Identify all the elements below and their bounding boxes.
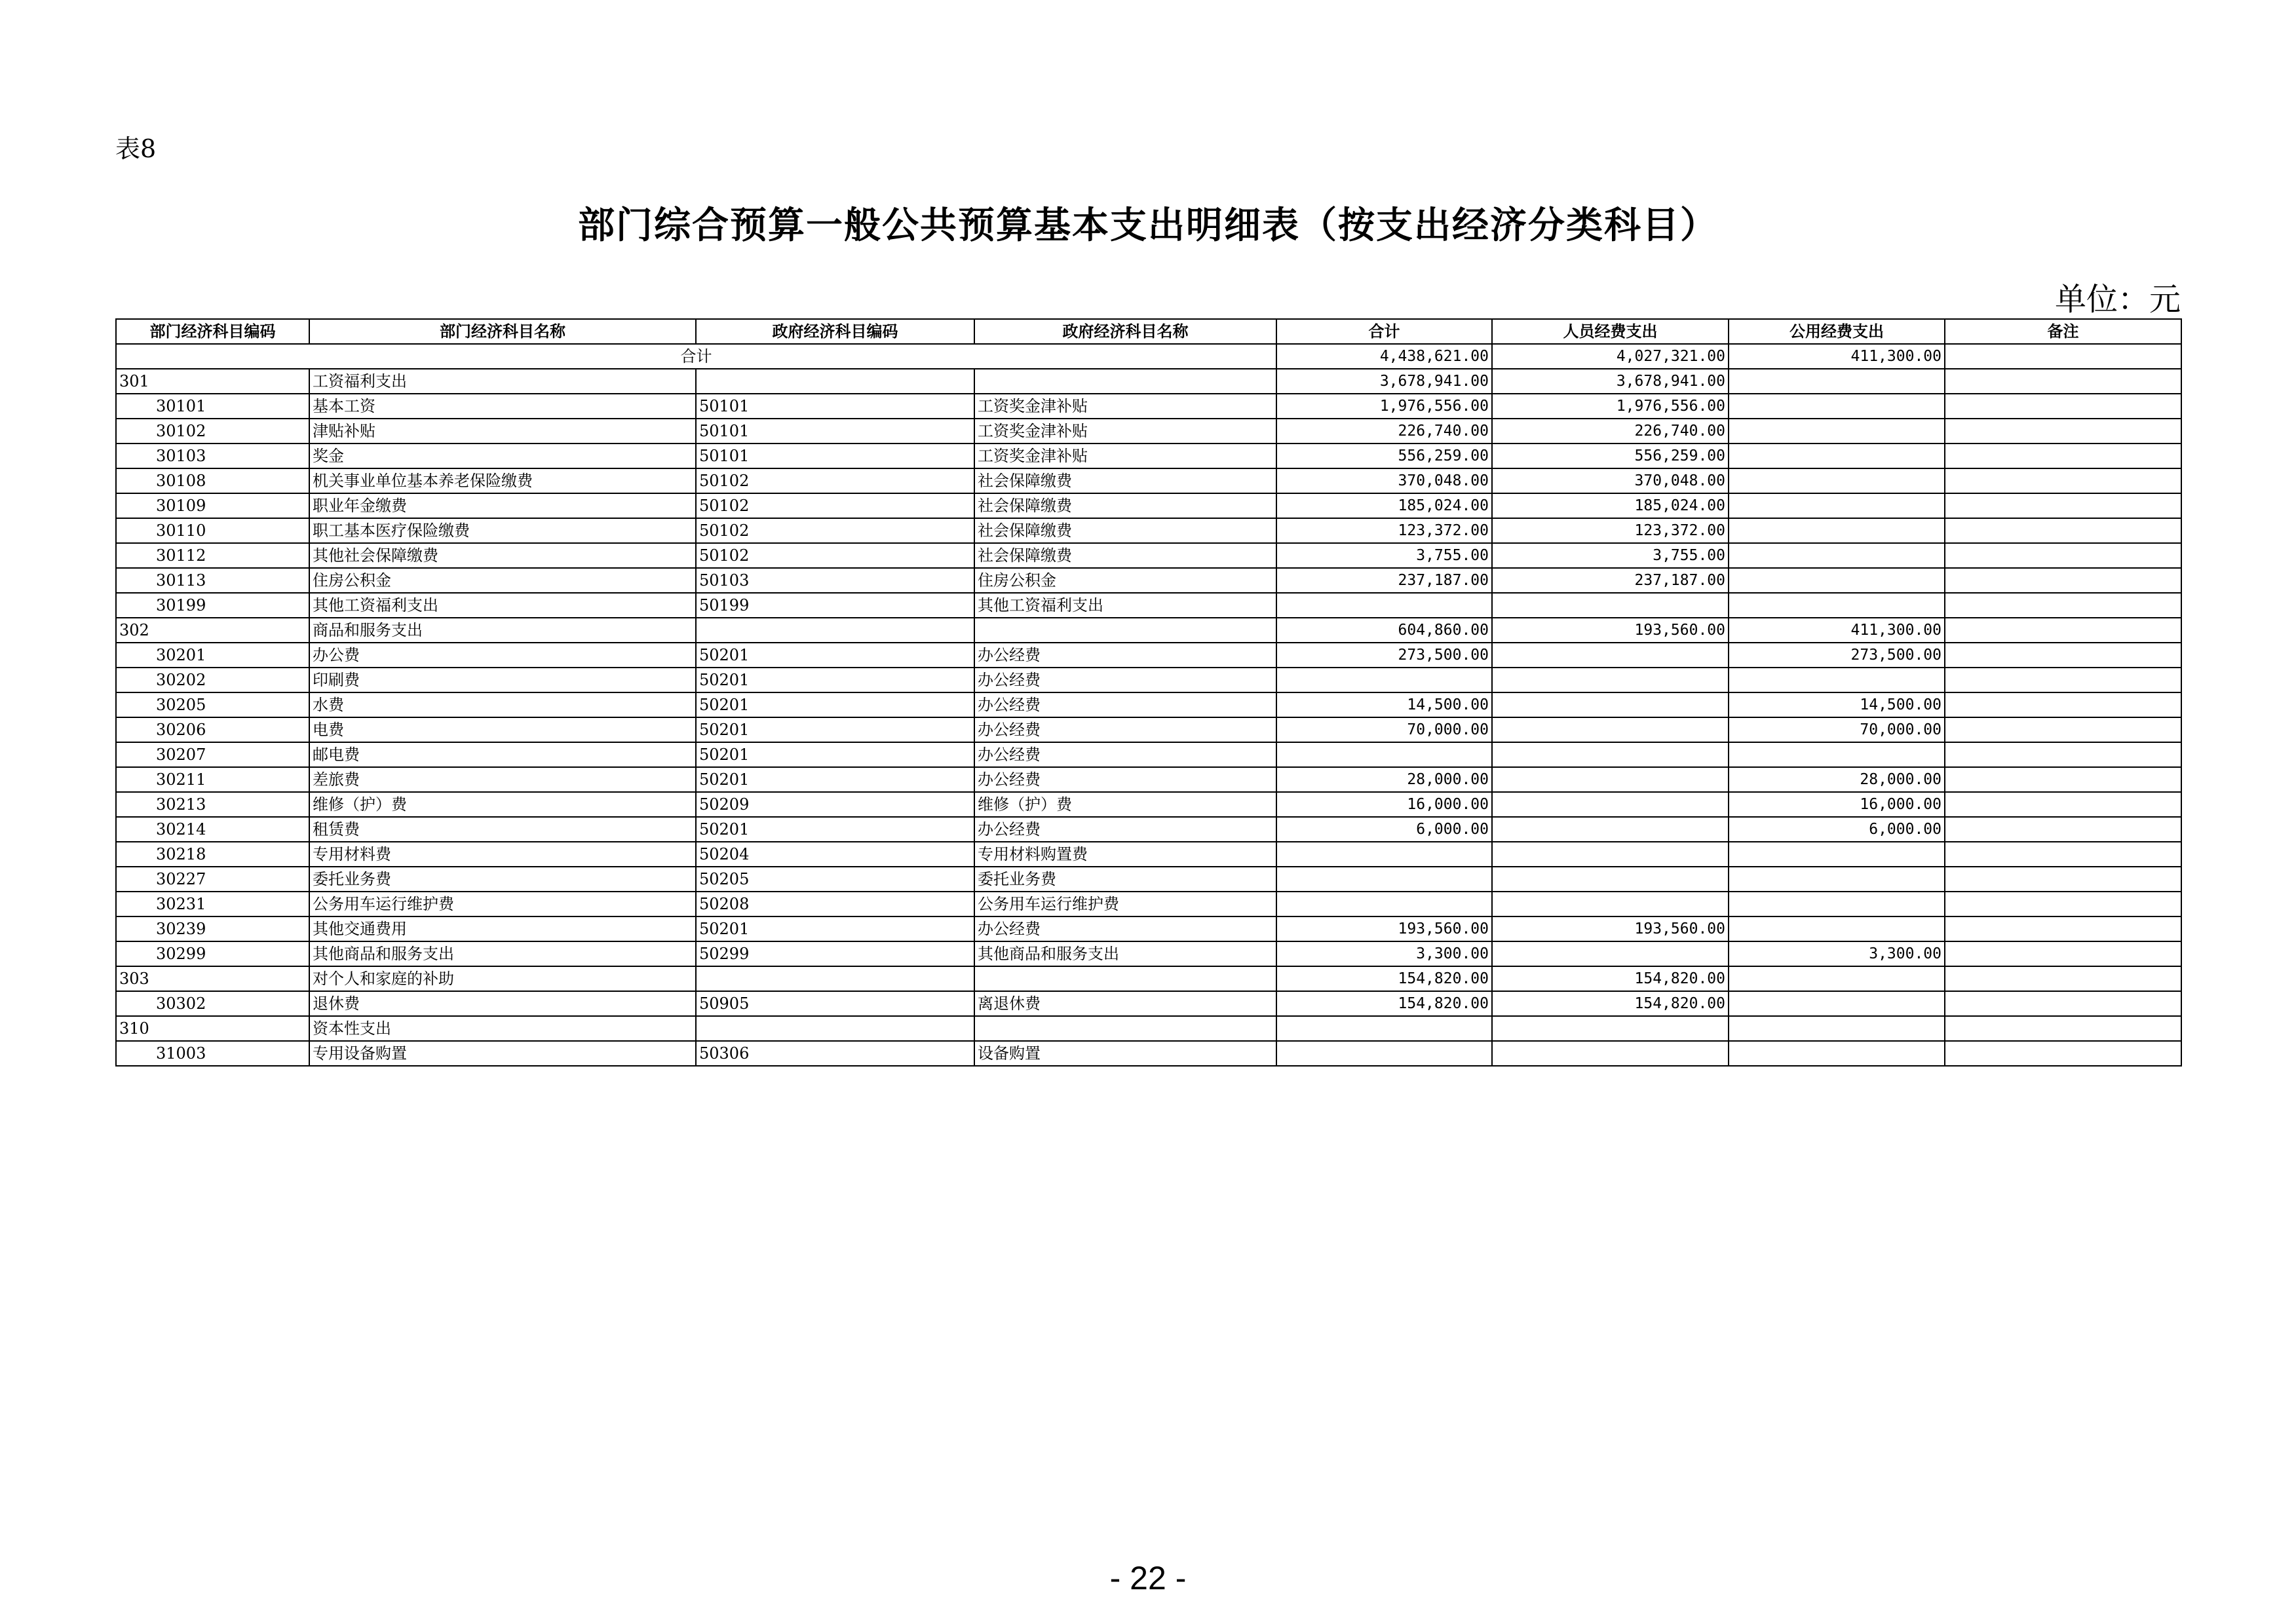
cell-total: 226,740.00 [1276, 419, 1492, 444]
cell-note [1945, 668, 2181, 692]
cell-dept-code: 30218 [116, 842, 309, 867]
cell-note [1945, 543, 2181, 568]
cell-public: 6,000.00 [1729, 817, 1945, 842]
cell-public: 28,000.00 [1729, 767, 1945, 792]
total-note [1945, 344, 2181, 369]
cell-gov-name: 办公经费 [974, 916, 1276, 941]
table-row [116, 916, 2181, 941]
table-row [116, 419, 2181, 444]
cell-gov-name: 其他工资福利支出 [974, 593, 1276, 618]
cell-total: 70,000.00 [1276, 717, 1492, 742]
cell-public [1729, 543, 1945, 568]
cell-personnel: 3,678,941.00 [1492, 369, 1729, 394]
cell-total: 28,000.00 [1276, 767, 1492, 792]
cell-gov-code: 50102 [696, 493, 974, 518]
cell-total: 237,187.00 [1276, 568, 1492, 593]
table-row [116, 792, 2181, 817]
cell-gov-code: 50101 [696, 444, 974, 468]
table-header [116, 319, 2181, 344]
header-note: 备注 [1945, 319, 2181, 344]
cell-gov-name: 办公经费 [974, 643, 1276, 668]
cell-dept-name: 其他交通费用 [309, 916, 696, 941]
cell-gov-code: 50102 [696, 543, 974, 568]
table-row [116, 1016, 2181, 1041]
header-dept-name: 部门经济科目名称 [309, 319, 696, 344]
header-total: 合计 [1276, 319, 1492, 344]
cell-total: 6,000.00 [1276, 817, 1492, 842]
cell-total: 556,259.00 [1276, 444, 1492, 468]
cell-dept-name: 资本性支出 [309, 1016, 696, 1041]
unit-label: 单位：元 [2054, 281, 2181, 318]
cell-public [1729, 742, 1945, 767]
cell-personnel [1492, 668, 1729, 692]
table-row [116, 493, 2181, 518]
cell-note [1945, 593, 2181, 618]
cell-public [1729, 892, 1945, 916]
cell-dept-code: 30201 [116, 643, 309, 668]
cell-personnel [1492, 643, 1729, 668]
cell-total: 3,678,941.00 [1276, 369, 1492, 394]
cell-dept-code: 310 [116, 1016, 309, 1041]
cell-dept-code: 30302 [116, 991, 309, 1016]
cell-dept-name: 维修（护）费 [309, 792, 696, 817]
cell-personnel: 154,820.00 [1492, 966, 1729, 991]
cell-dept-name: 其他工资福利支出 [309, 593, 696, 618]
table-body [116, 344, 2181, 1066]
cell-total: 1,976,556.00 [1276, 394, 1492, 419]
cell-gov-code [696, 618, 974, 643]
cell-dept-name: 职业年金缴费 [309, 493, 696, 518]
cell-public [1729, 394, 1945, 419]
cell-dept-code: 30227 [116, 867, 309, 892]
cell-dept-name: 职工基本医疗保险缴费 [309, 518, 696, 543]
cell-total [1276, 742, 1492, 767]
page-title: 部门综合预算一般公共预算基本支出明细表（按支出经济分类科目） [578, 204, 1718, 247]
cell-public [1729, 1016, 1945, 1041]
cell-total: 16,000.00 [1276, 792, 1492, 817]
cell-public: 14,500.00 [1729, 692, 1945, 717]
cell-note [1945, 991, 2181, 1016]
cell-dept-name: 公务用车运行维护费 [309, 892, 696, 916]
cell-gov-name: 专用材料购置费 [974, 842, 1276, 867]
cell-note [1945, 966, 2181, 991]
table-row [116, 717, 2181, 742]
cell-note [1945, 444, 2181, 468]
cell-personnel: 226,740.00 [1492, 419, 1729, 444]
cell-gov-code: 50201 [696, 692, 974, 717]
cell-dept-name: 其他商品和服务支出 [309, 941, 696, 966]
cell-note [1945, 916, 2181, 941]
cell-gov-code: 50905 [696, 991, 974, 1016]
cell-public: 70,000.00 [1729, 717, 1945, 742]
table-row [116, 842, 2181, 867]
cell-dept-code: 30206 [116, 717, 309, 742]
cell-personnel [1492, 692, 1729, 717]
cell-dept-code: 302 [116, 618, 309, 643]
cell-personnel: 154,820.00 [1492, 991, 1729, 1016]
cell-total [1276, 593, 1492, 618]
table-row [116, 1041, 2181, 1066]
table-row [116, 991, 2181, 1016]
cell-gov-code: 50201 [696, 817, 974, 842]
cell-personnel [1492, 842, 1729, 867]
cell-public [1729, 991, 1945, 1016]
cell-gov-code: 50201 [696, 717, 974, 742]
cell-note [1945, 717, 2181, 742]
cell-gov-code: 50306 [696, 1041, 974, 1066]
cell-gov-code: 50199 [696, 593, 974, 618]
cell-personnel [1492, 1041, 1729, 1066]
cell-note [1945, 892, 2181, 916]
cell-dept-code: 30101 [116, 394, 309, 419]
cell-total: 273,500.00 [1276, 643, 1492, 668]
cell-total [1276, 1041, 1492, 1066]
cell-gov-name: 公务用车运行维护费 [974, 892, 1276, 916]
table-row [116, 817, 2181, 842]
cell-public [1729, 518, 1945, 543]
cell-total: 123,372.00 [1276, 518, 1492, 543]
cell-total: 604,860.00 [1276, 618, 1492, 643]
table-number: 表8 [115, 134, 157, 163]
cell-gov-code: 50201 [696, 668, 974, 692]
cell-dept-code: 30112 [116, 543, 309, 568]
cell-note [1945, 817, 2181, 842]
cell-public [1729, 1041, 1945, 1066]
table-row [116, 692, 2181, 717]
cell-dept-code: 30239 [116, 916, 309, 941]
cell-note [1945, 568, 2181, 593]
cell-dept-name: 对个人和家庭的补助 [309, 966, 696, 991]
cell-public [1729, 867, 1945, 892]
cell-dept-code: 30207 [116, 742, 309, 767]
cell-dept-code: 30299 [116, 941, 309, 966]
cell-gov-code: 50102 [696, 518, 974, 543]
cell-total: 193,560.00 [1276, 916, 1492, 941]
total-row [116, 344, 2181, 369]
cell-public: 16,000.00 [1729, 792, 1945, 817]
header-dept-code: 部门经济科目编码 [116, 319, 309, 344]
cell-gov-code [696, 1016, 974, 1041]
table-row [116, 867, 2181, 892]
cell-dept-name: 住房公积金 [309, 568, 696, 593]
cell-gov-code: 50103 [696, 568, 974, 593]
cell-note [1945, 867, 2181, 892]
cell-personnel [1492, 717, 1729, 742]
cell-gov-code [696, 369, 974, 394]
cell-note [1945, 518, 2181, 543]
cell-total [1276, 842, 1492, 867]
cell-note [1945, 369, 2181, 394]
cell-personnel: 237,187.00 [1492, 568, 1729, 593]
cell-gov-name [974, 966, 1276, 991]
cell-gov-code: 50201 [696, 916, 974, 941]
cell-gov-name: 办公经费 [974, 668, 1276, 692]
cell-note [1945, 1016, 2181, 1041]
cell-total [1276, 1016, 1492, 1041]
cell-dept-name: 津贴补贴 [309, 419, 696, 444]
cell-gov-name: 社会保障缴费 [974, 468, 1276, 493]
cell-gov-name: 办公经费 [974, 742, 1276, 767]
cell-dept-code: 30214 [116, 817, 309, 842]
cell-dept-code: 30110 [116, 518, 309, 543]
cell-total: 3,755.00 [1276, 543, 1492, 568]
table-row [116, 892, 2181, 916]
table-row [116, 593, 2181, 618]
cell-total: 3,300.00 [1276, 941, 1492, 966]
cell-public [1729, 966, 1945, 991]
cell-gov-name: 其他商品和服务支出 [974, 941, 1276, 966]
cell-gov-name [974, 618, 1276, 643]
cell-gov-name [974, 369, 1276, 394]
cell-gov-code: 50209 [696, 792, 974, 817]
cell-personnel: 193,560.00 [1492, 618, 1729, 643]
table-row [116, 668, 2181, 692]
page-number: - 22 - [1109, 1560, 1187, 1596]
header-gov-code: 政府经济科目编码 [696, 319, 974, 344]
cell-public: 273,500.00 [1729, 643, 1945, 668]
cell-note [1945, 842, 2181, 867]
cell-dept-code: 301 [116, 369, 309, 394]
cell-dept-name: 电费 [309, 717, 696, 742]
cell-dept-name: 委托业务费 [309, 867, 696, 892]
cell-note [1945, 493, 2181, 518]
table-row [116, 394, 2181, 419]
cell-total: 370,048.00 [1276, 468, 1492, 493]
table-row [116, 618, 2181, 643]
cell-note [1945, 941, 2181, 966]
cell-gov-code: 50204 [696, 842, 974, 867]
cell-dept-name: 印刷费 [309, 668, 696, 692]
cell-dept-name: 专用材料费 [309, 842, 696, 867]
cell-dept-name: 基本工资 [309, 394, 696, 419]
total-label: 合计 [116, 344, 1276, 369]
cell-personnel [1492, 742, 1729, 767]
header-gov-name: 政府经济科目名称 [974, 319, 1276, 344]
cell-note [1945, 643, 2181, 668]
cell-personnel: 556,259.00 [1492, 444, 1729, 468]
cell-note [1945, 394, 2181, 419]
cell-dept-code: 30202 [116, 668, 309, 692]
cell-public [1729, 842, 1945, 867]
cell-personnel: 3,755.00 [1492, 543, 1729, 568]
total-public: 411,300.00 [1729, 344, 1945, 369]
cell-note [1945, 742, 2181, 767]
cell-dept-name: 差旅费 [309, 767, 696, 792]
cell-public [1729, 444, 1945, 468]
cell-gov-name: 办公经费 [974, 717, 1276, 742]
cell-gov-code: 50201 [696, 767, 974, 792]
cell-personnel: 1,976,556.00 [1492, 394, 1729, 419]
table-row [116, 444, 2181, 468]
cell-gov-name: 办公经费 [974, 767, 1276, 792]
cell-dept-code: 30109 [116, 493, 309, 518]
cell-dept-code: 30213 [116, 792, 309, 817]
cell-gov-code: 50205 [696, 867, 974, 892]
table-row [116, 518, 2181, 543]
cell-gov-name: 住房公积金 [974, 568, 1276, 593]
cell-gov-name: 维修（护）费 [974, 792, 1276, 817]
cell-total [1276, 892, 1492, 916]
cell-personnel: 193,560.00 [1492, 916, 1729, 941]
cell-public: 3,300.00 [1729, 941, 1945, 966]
cell-dept-code: 30199 [116, 593, 309, 618]
cell-public [1729, 593, 1945, 618]
cell-dept-name: 租赁费 [309, 817, 696, 842]
cell-dept-code: 30103 [116, 444, 309, 468]
cell-personnel [1492, 1016, 1729, 1041]
cell-gov-name: 工资奖金津补贴 [974, 444, 1276, 468]
cell-dept-code: 303 [116, 966, 309, 991]
cell-gov-code: 50102 [696, 468, 974, 493]
cell-personnel: 123,372.00 [1492, 518, 1729, 543]
cell-personnel: 370,048.00 [1492, 468, 1729, 493]
cell-note [1945, 468, 2181, 493]
table-row [116, 966, 2181, 991]
cell-public [1729, 468, 1945, 493]
cell-personnel [1492, 892, 1729, 916]
cell-note [1945, 1041, 2181, 1066]
cell-public [1729, 493, 1945, 518]
cell-dept-name: 退休费 [309, 991, 696, 1016]
cell-dept-code: 30211 [116, 767, 309, 792]
cell-total: 185,024.00 [1276, 493, 1492, 518]
cell-total: 154,820.00 [1276, 966, 1492, 991]
cell-note [1945, 618, 2181, 643]
cell-dept-name: 工资福利支出 [309, 369, 696, 394]
cell-dept-name: 商品和服务支出 [309, 618, 696, 643]
cell-gov-code: 50101 [696, 394, 974, 419]
table-row [116, 543, 2181, 568]
cell-public [1729, 369, 1945, 394]
cell-gov-name: 社会保障缴费 [974, 543, 1276, 568]
cell-personnel [1492, 867, 1729, 892]
cell-personnel [1492, 767, 1729, 792]
table-row [116, 941, 2181, 966]
cell-gov-name [974, 1016, 1276, 1041]
cell-public [1729, 568, 1945, 593]
table-row [116, 468, 2181, 493]
cell-gov-name: 离退休费 [974, 991, 1276, 1016]
cell-dept-name: 其他社会保障缴费 [309, 543, 696, 568]
cell-personnel: 185,024.00 [1492, 493, 1729, 518]
table-row [116, 742, 2181, 767]
cell-personnel [1492, 817, 1729, 842]
cell-dept-name: 机关事业单位基本养老保险缴费 [309, 468, 696, 493]
cell-dept-code: 30113 [116, 568, 309, 593]
cell-dept-name: 奖金 [309, 444, 696, 468]
cell-dept-code: 30231 [116, 892, 309, 916]
cell-dept-code: 30102 [116, 419, 309, 444]
budget-table [115, 318, 2182, 1067]
table-row [116, 568, 2181, 593]
cell-dept-name: 邮电费 [309, 742, 696, 767]
cell-gov-code: 50299 [696, 941, 974, 966]
cell-public [1729, 419, 1945, 444]
header-personnel: 人员经费支出 [1492, 319, 1729, 344]
cell-dept-name: 水费 [309, 692, 696, 717]
cell-gov-code [696, 966, 974, 991]
cell-gov-name: 办公经费 [974, 692, 1276, 717]
cell-note [1945, 767, 2181, 792]
cell-gov-name: 工资奖金津补贴 [974, 394, 1276, 419]
cell-gov-name: 委托业务费 [974, 867, 1276, 892]
cell-personnel [1492, 593, 1729, 618]
cell-dept-code: 31003 [116, 1041, 309, 1066]
cell-dept-name: 专用设备购置 [309, 1041, 696, 1066]
cell-note [1945, 792, 2181, 817]
total-personnel: 4,027,321.00 [1492, 344, 1729, 369]
cell-gov-code: 50208 [696, 892, 974, 916]
cell-personnel [1492, 941, 1729, 966]
cell-public [1729, 916, 1945, 941]
cell-total [1276, 867, 1492, 892]
cell-gov-code: 50201 [696, 742, 974, 767]
cell-gov-name: 设备购置 [974, 1041, 1276, 1066]
cell-dept-name: 办公费 [309, 643, 696, 668]
cell-gov-name: 社会保障缴费 [974, 493, 1276, 518]
total-amount: 4,438,621.00 [1276, 344, 1492, 369]
header-public: 公用经费支出 [1729, 319, 1945, 344]
cell-dept-code: 30205 [116, 692, 309, 717]
cell-total: 14,500.00 [1276, 692, 1492, 717]
cell-dept-code: 30108 [116, 468, 309, 493]
cell-gov-name: 社会保障缴费 [974, 518, 1276, 543]
cell-total [1276, 668, 1492, 692]
cell-public [1729, 668, 1945, 692]
cell-note [1945, 692, 2181, 717]
cell-gov-code: 50201 [696, 643, 974, 668]
cell-gov-name: 办公经费 [974, 817, 1276, 842]
cell-note [1945, 419, 2181, 444]
cell-gov-code: 50101 [696, 419, 974, 444]
table-row [116, 369, 2181, 394]
cell-personnel [1492, 792, 1729, 817]
table-row [116, 767, 2181, 792]
table-row [116, 643, 2181, 668]
cell-public: 411,300.00 [1729, 618, 1945, 643]
cell-gov-name: 工资奖金津补贴 [974, 419, 1276, 444]
cell-total: 154,820.00 [1276, 991, 1492, 1016]
